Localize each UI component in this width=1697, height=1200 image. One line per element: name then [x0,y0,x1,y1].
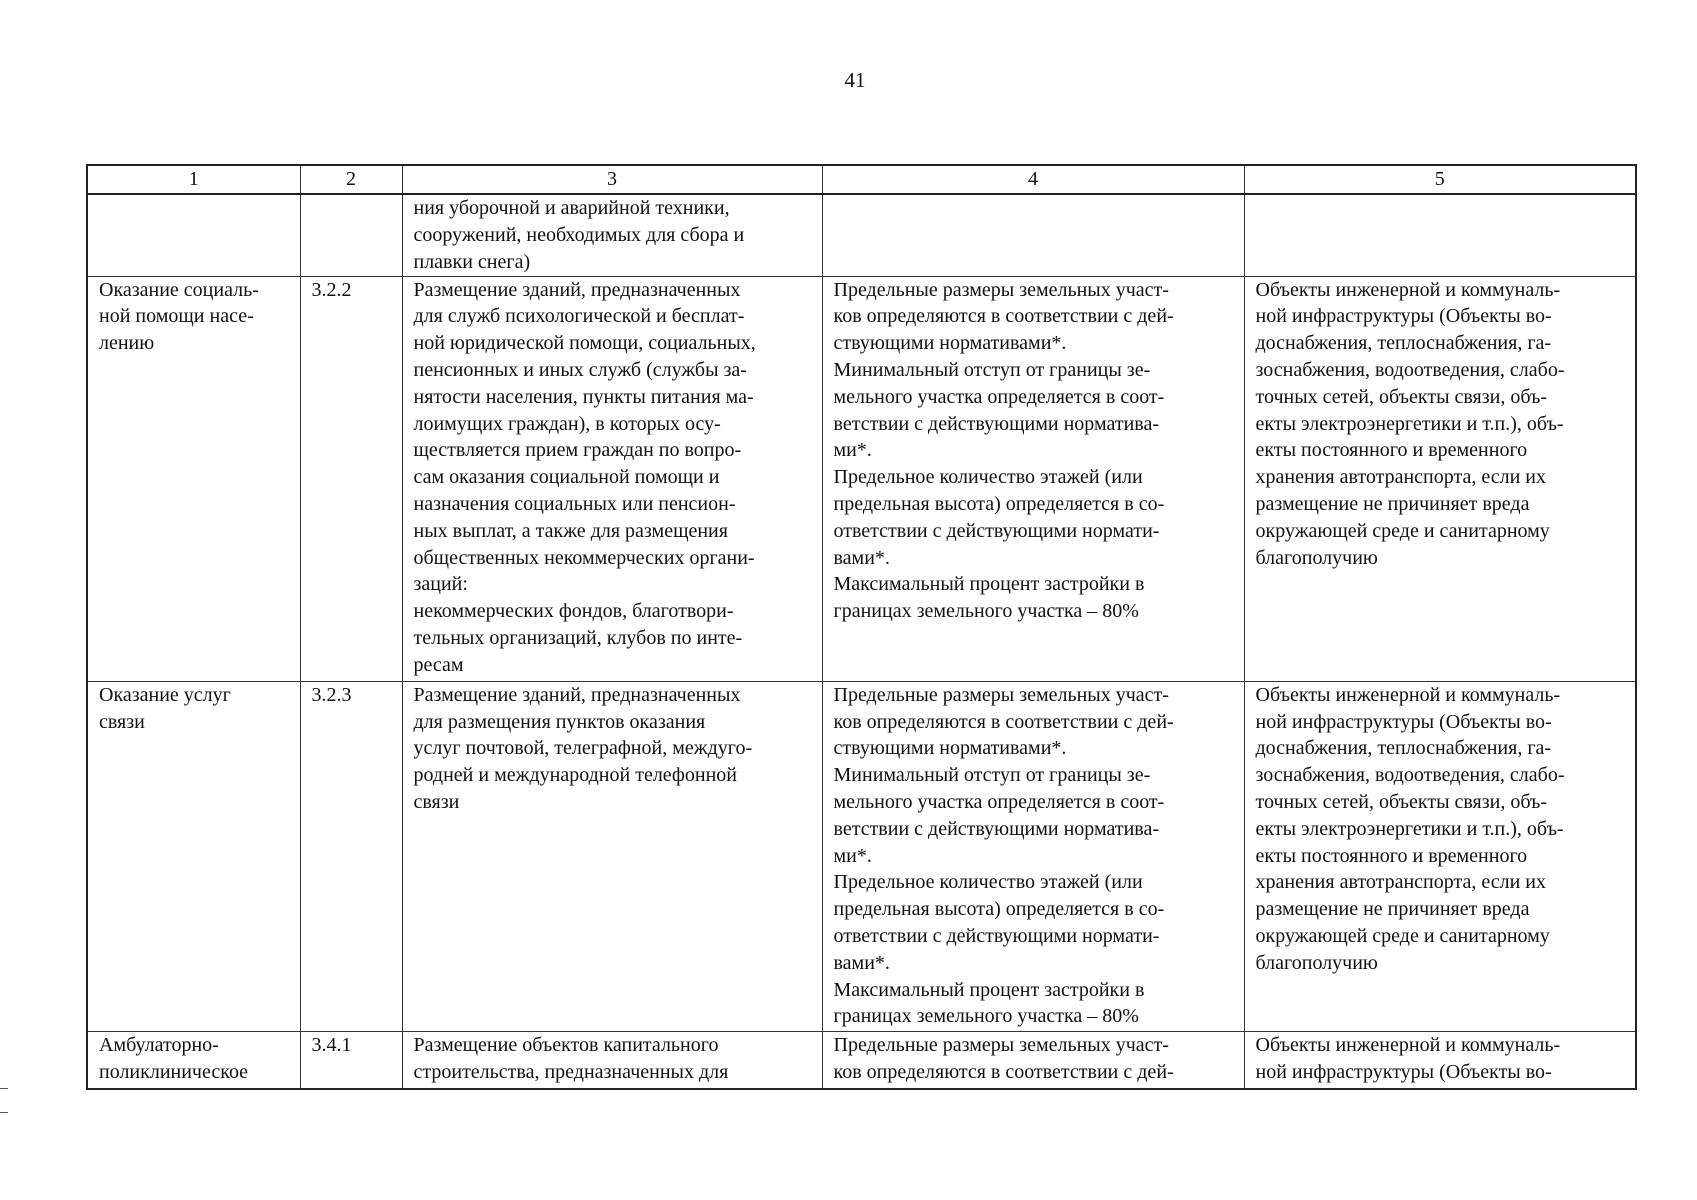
header-col-1: 1 [87,165,300,194]
use-name-cell [87,1032,300,1089]
use-parameters-cell [822,1032,1244,1089]
use-parameters-cell [822,681,1244,1031]
use-code-cell [300,681,402,1031]
use-name: Оказание социаль- ной помощи насе- лению [99,278,259,355]
table-row [87,681,1636,1031]
use-name-cell [87,681,300,1031]
use-description: Размещение зданий, предназначенных для служб психологической и бесплат- ной юридической помощи, социальных, пенсионных и иных служб (службы за- нятости населения, пункты питания ма- лоимущих граждан), в которых осу- ществляется прием граждан по вопро- сам оказания социальной помощи и назначения социальных или пенсион- ных выплат, а также для размещения общественных некоммерческих органи- заций: некоммерческих фондов, благотвори- тельных организаций, клубов по инте- ресам [413,278,756,676]
use-parameters: Предельные размеры земельных участ- ков определяются в соответствии с дей- [833,1034,1174,1084]
use-description-cell [402,681,822,1031]
land-use-table [86,164,1637,1090]
table-row [87,194,1636,276]
use-objects: Объекты инженерной и коммуналь- ной инфраструктуры (Объекты во- доснабжения, теплоснабжения, га- зоснабжения, водоотведения, слабо- точных сетей, объекты связи, объ- екты электроэнергетики и т.п.), объ- екты постоянного и временного хранения автотранспорта, если их размещение не причиняет вреда окружающей среде и санитарному благополучию [1255,683,1565,974]
header-col-4: 4 [822,165,1244,194]
use-parameters: Предельные размеры земельных участ- ков определяются в соответствии с дей- ствующими нормативами*. Минимальный отступ от границы зе- мельного участка определяется в соот- ветствии с действующими норматива- ми*. Предельное количество этажей (или предельная высота) определяется в со- ответствии с действующими нормати- вами*. Максимальный процент застройки в границах земельного участка – 80% [833,278,1174,623]
header-row [87,165,1636,194]
header-col-3: 3 [402,165,822,194]
use-parameters: Предельные размеры земельных участ- ков определяются в соответствии с дей- ствующими нормативами*. Минимальный отступ от границы зе- мельного участка определяется в соот- ветствии с действующими норматива- ми*. Предельное количество этажей (или предельная высота) определяется в со- ответствии с действующими нормати- вами*. Максимальный процент застройки в границах земельного участка – 80% [833,683,1174,1028]
use-objects: Объекты инженерной и коммуналь- ной инфраструктуры (Объекты во- [1255,1034,1561,1084]
table-row [87,1032,1636,1089]
use-code-cell [300,276,402,681]
use-code: 3.2.3 [311,683,352,706]
header-col-2: 2 [300,165,402,194]
use-parameters-cell [822,276,1244,681]
use-description: Размещение зданий, предназначенных для размещения пунктов оказания услуг почтовой, телеграфной, междуго- родней и международной телефонной связи [413,683,753,814]
use-name: Оказание услуг связи [99,683,231,733]
use-description-cell [402,194,822,276]
use-name: Амбулаторно- поликлиническое [99,1034,249,1084]
margin-tick-mark [0,1112,8,1113]
use-objects-cell [1244,681,1636,1031]
header-col-5: 5 [1244,165,1636,194]
use-description: ния уборочной и аварийной техники, сооружений, необходимых для сбора и плавки снега) [413,197,745,273]
margin-tick-mark [0,1088,8,1089]
use-parameters-cell [822,194,1244,276]
table-row [87,276,1636,681]
page-number: 41 [844,68,866,92]
use-code: 3.2.2 [311,278,352,301]
use-code: 3.4.1 [311,1034,352,1057]
use-description-cell [402,276,822,681]
use-objects-cell [1244,1032,1636,1089]
use-objects: Объекты инженерной и коммуналь- ной инфраструктуры (Объекты во- доснабжения, теплоснабжения, га- зоснабжения, водоотведения, слабо- точных сетей, объекты связи, объ- екты электроэнергетики и т.п.), объ- екты постоянного и временного хранения автотранспорта, если их размещение не причиняет вреда окружающей среде и санитарному благополучию [1255,278,1565,569]
use-code-cell [300,1032,402,1089]
use-objects-cell [1244,276,1636,681]
use-objects-cell [1244,194,1636,276]
use-name-cell [87,276,300,681]
use-code-cell [300,194,402,276]
use-description-cell [402,1032,822,1089]
use-description: Размещение объектов капитального строительства, предназначенных для [413,1034,729,1084]
use-name-cell [87,194,300,276]
